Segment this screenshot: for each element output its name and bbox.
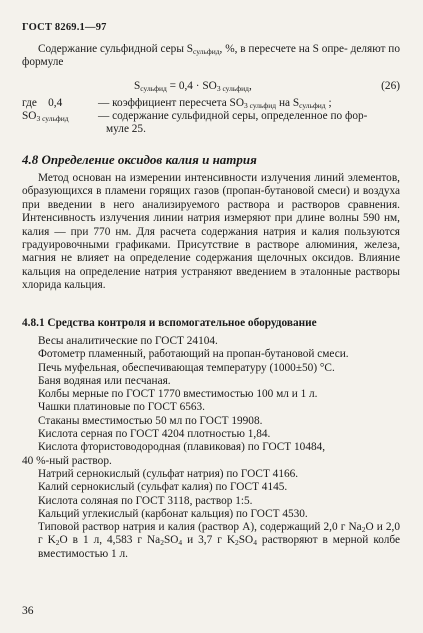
where-desc-1 — [98, 97, 398, 110]
equipment-item: Баня водяная или песчаная. — [38, 374, 171, 387]
paragraph-4-8: Метод основан на измерении интенсивности излучения линий элементов, образующихся в пламени горящих газов (пропан-бутановой смеси) и воздуха при введении в него анализируемого раствора и растворов сравнения. Интенсивность излучения линии натрия измеряют при длине волны 590 нм, калия — при 770 нм. Для расчета содержания натрия и калия пользуются градуировочными графиками. Присутствие в растворе алюминия, железа, магния не влияет на определение содержания щелочных оксидов. Влияние кальция на определение натрия устраняют введением в эталонные растворы хлорида кальция. — [22, 172, 400, 292]
intro-text-3: деляют по формуле — [22, 43, 401, 69]
solution-sub: 2 — [160, 538, 164, 548]
solution-sub: 2 — [361, 525, 366, 535]
equipment-item: Чашки платиновые по ГОСТ 6563. — [38, 401, 205, 414]
equipment-item: Кислота соляная по ГОСТ 3118, раствор 1:5. — [38, 494, 253, 507]
formula-eq: = 0,4 · SO — [166, 80, 217, 92]
where-label-text: где — [22, 97, 37, 109]
equipment-list — [22, 335, 400, 561]
equipment-item: Кислота фтористоводородная (плавиковая) по ГОСТ 10484, — [38, 441, 326, 454]
solution-paragraph — [22, 521, 400, 561]
formula-expression — [134, 80, 252, 92]
equipment-item: Печь муфельная, обеспечивающая температуру (1000±50) °С. — [38, 361, 335, 374]
where-desc-1c: ; — [325, 97, 332, 109]
where-desc-1a: — коэффициент пересчета SO — [98, 97, 244, 109]
equipment-item-cont: 40 %-ный раствор. — [22, 454, 112, 467]
section-heading-4-8: 4.8 Определение оксидов калия и натрия — [22, 152, 257, 167]
solution-text: Типовой раствор натрия и калия (раствор А), содержащий 2,0 г Na — [38, 521, 362, 534]
where-symbol-2 — [22, 110, 69, 123]
solution-text: SO — [163, 534, 179, 547]
solution-text: и 3,7 г K — [182, 534, 235, 547]
solution-text: O в 1 л, 4,583 г Na — [59, 534, 161, 547]
where-desc-1-sub2: сульфид — [299, 101, 326, 110]
solution-sub: 4 — [178, 538, 183, 548]
intro-text-2: , %, в пересчете на S опре- — [219, 43, 348, 55]
where-block — [22, 97, 402, 136]
solution-text: O и 2,0 г K — [38, 521, 400, 547]
where-label — [22, 97, 62, 110]
intro-text-1: Содержание сульфидной серы S — [38, 43, 194, 55]
equipment-item: Стаканы вместимостью 50 мл по ГОСТ 19908. — [38, 414, 263, 427]
where-desc-2: — содержание сульфидной серы, определенное по фор- — [98, 110, 368, 122]
where-row-1 — [22, 97, 402, 110]
equipment-item: Фотометр пламенный, работающий на пропан-бутановой смеси. — [38, 348, 349, 361]
where-desc-1b: на S — [276, 97, 300, 109]
where-symbol-2-sub: 3 сульфид — [36, 114, 69, 123]
where-symbol-1: 0,4 — [48, 97, 63, 109]
equipment-item: Весы аналитические по ГОСТ 24104. — [38, 335, 218, 347]
intro-sub: сульфид — [193, 47, 220, 56]
equipment-item: Натрий сернокислый (сульфат натрия) по ГОСТ 4166. — [38, 467, 299, 480]
where-symbol-2-text: SO — [22, 110, 37, 122]
formula-number: (26) — [381, 80, 400, 92]
formula-tail: , — [248, 80, 252, 92]
where-row-2 — [22, 110, 402, 123]
equipment-item: Калий сернокислый (сульфат калия) по ГОСТ 4145. — [38, 481, 288, 494]
solution-text: растворяют в мерной колбе вместимостью 1 л. — [38, 534, 400, 560]
where-row-3 — [22, 123, 402, 136]
equipment-item: Кислота серная по ГОСТ 4204 плотностью 1,84. — [38, 428, 271, 441]
formula-lhs: S — [134, 80, 141, 92]
page-number: 36 — [22, 605, 34, 617]
where-desc-1-sub: 3 сульфид — [243, 101, 277, 110]
formula-lhs-sub: сульфид — [140, 84, 167, 93]
where-desc-2-cont: муле 25. — [106, 123, 146, 135]
solution-sub: 2 — [55, 538, 60, 548]
equipment-item: Кальций углекислый (карбонат кальция) по ГОСТ 4530. — [38, 507, 308, 520]
solution-sub: 2 — [235, 538, 239, 548]
solution-text: SO — [238, 534, 254, 547]
intro-paragraph — [22, 43, 400, 70]
document-header: ГОСТ 8269.1—97 — [22, 22, 107, 33]
formula-rhs-sub: 3 сульфид — [216, 84, 249, 93]
section-heading-4-8-1: 4.8.1 Средства контроля и вспомогательное оборудование — [22, 317, 317, 329]
equipment-item: Колбы мерные по ГОСТ 1770 вместимостью 100 мл и 1 л. — [38, 388, 318, 401]
solution-sub: 4 — [253, 538, 257, 548]
